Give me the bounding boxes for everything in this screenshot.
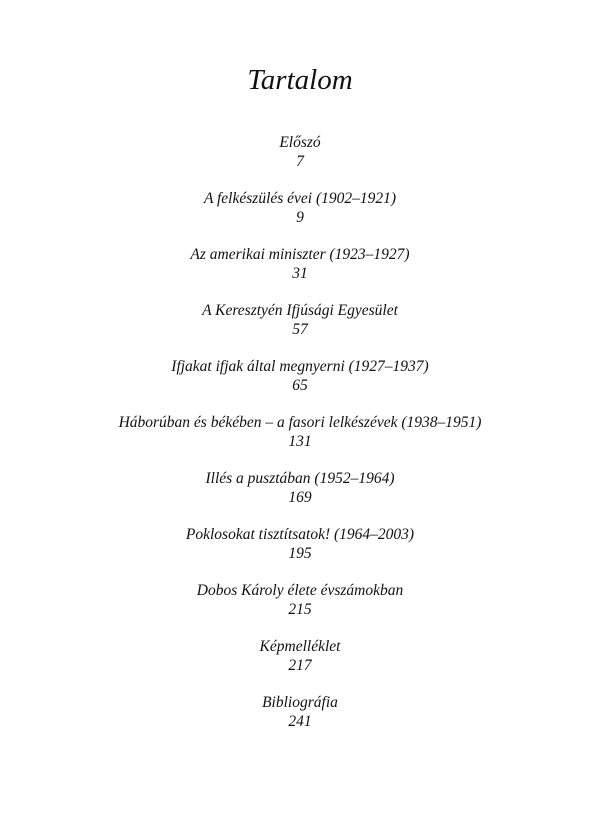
toc-entry-page: 9 — [296, 209, 304, 226]
toc-entry-title: Előszó — [279, 134, 321, 151]
toc-entry-title: Ifjakat ifjak által megnyerni (1927–1937) — [171, 358, 429, 375]
toc-entry — [0, 189, 600, 245]
toc-entry-page: 169 — [288, 489, 312, 506]
toc-entry — [0, 357, 600, 413]
toc-entry-page: 57 — [292, 321, 308, 338]
toc-entry — [0, 413, 600, 469]
toc-entry-title: A felkészülés évei (1902–1921) — [203, 190, 397, 207]
toc-entry-title: Bibliográfia — [262, 694, 338, 711]
toc-entry-title: Illés a pusztában (1952–1964) — [205, 470, 395, 487]
toc-entry-page: 217 — [288, 657, 312, 674]
toc-entry-page: 215 — [288, 601, 312, 618]
toc-entry-page: 241 — [288, 713, 312, 730]
toc-entry — [0, 637, 600, 693]
toc-entry — [0, 301, 600, 357]
toc-entry-title: Poklosokat tisztítsatok! (1964–2003) — [185, 526, 415, 543]
toc-entry — [0, 525, 600, 581]
table-of-contents — [0, 133, 600, 749]
toc-entry-title: A Keresztyén Ifjúsági Egyesület — [202, 302, 398, 319]
toc-entry-page: 195 — [288, 545, 312, 562]
toc-entry-title: Háborúban és békében – a fasori lelkészévek (1938–1951) — [118, 414, 482, 431]
toc-entry — [0, 693, 600, 749]
toc-entry-title: Dobos Károly élete évszámokban — [196, 582, 404, 599]
toc-entry-title: Az amerikai miniszter (1923–1927) — [190, 246, 410, 263]
page-title: Tartalom — [247, 64, 353, 96]
toc-entry — [0, 133, 600, 189]
toc-entry-page: 31 — [292, 265, 308, 282]
toc-entry — [0, 469, 600, 525]
toc-entry — [0, 581, 600, 637]
toc-entry-page: 131 — [288, 433, 312, 450]
toc-entry-page: 65 — [292, 377, 308, 394]
toc-entry — [0, 245, 600, 301]
toc-entry-page: 7 — [296, 153, 304, 170]
toc-entry-title: Képmelléklet — [259, 638, 341, 655]
